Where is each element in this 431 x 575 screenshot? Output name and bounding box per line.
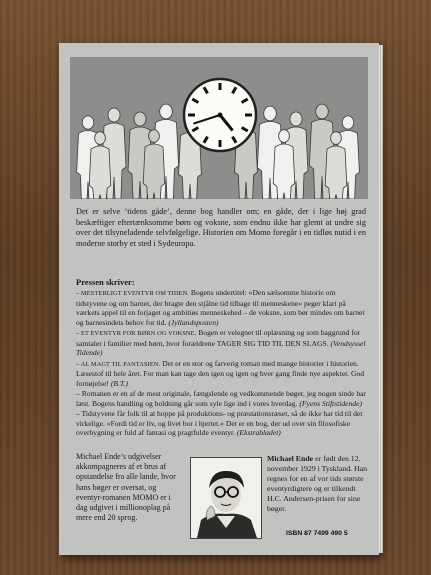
author-bio	[267, 454, 371, 514]
review-item	[76, 328, 368, 358]
review-body: Bogens undertitel: »Den sælsomme historie om tidstyvene og om barnet, der bragte den stjålne tid tilbage til menneskene« peger klart på værkets appel til en forjaget og ambitiøs menneskehed – de voksne, som bør mindes om barnet og barnesindets behov for tid.	[76, 288, 365, 327]
review-item	[76, 389, 368, 408]
review-body: Bogen er velegnet til oplæsning og som baggrund for samtaler i familier med børn, hvor forældrene TAGER SIG TID TIL DEN SLAGS.	[76, 328, 361, 348]
isbn-number: ISBN 87 7499 490 5	[286, 530, 348, 537]
review-item	[76, 288, 368, 327]
review-headline: – ET EVENTYR FOR BØRN OG VOKSNE.	[76, 330, 197, 337]
press-reviews	[76, 288, 368, 439]
clock-center-pin	[218, 113, 223, 118]
crowd-and-clock-illustration	[70, 57, 368, 199]
review-source: (Ekstrabladet)	[236, 428, 281, 437]
publisher-note: Michael Ende’s udgivelser akkompagneres af et brus af opstandelse fra alle lande, hvor hans bøger er oversat, og eventyr-romanen MOMO er i dag udgivet i millionoplag på mere end 20 sprog.	[76, 452, 176, 523]
author-portrait	[190, 457, 262, 539]
review-source: (Vendsyssel Tidende)	[76, 338, 366, 357]
review-source: (Fyens Stiftstidende)	[299, 398, 363, 408]
review-source: (B.T.)	[110, 378, 128, 388]
review-headline: – MESTERLIGT EVENTYR OM TIDEN.	[76, 290, 189, 297]
press-heading: Pressen skriver:	[76, 277, 135, 287]
author-bio-text: er født den 12. november 1929 i Tyskland. Han regnes for en af vor tids største eventyrdigtere og er tilkendt H.C. Andersen-prisen for sine bøger.	[267, 454, 368, 513]
review-body: – Tidstyvene får folk til at hoppe på produktions- og præstationsræset, så de ikke har tid til det virkelige. »Fordi tid er liv, og livet bor i hjertet.« Det er en bog, der ud over sin filosofiske overbygning er fuld af fantasi og pragtfulde eventyr.	[76, 409, 363, 437]
review-source: (Jyllandsposten)	[168, 317, 219, 327]
author-name: Michael Ende	[267, 454, 314, 463]
review-item	[76, 359, 368, 389]
author-portrait-drawing	[191, 458, 261, 538]
review-headline: – AL MAGT TIL FANTASIEN.	[76, 360, 161, 368]
cover-illustration	[70, 57, 368, 199]
review-item	[76, 409, 368, 438]
review-body: Det er en stor og farverig roman med mange historier i historien. Læsestof til hele året. For man kan tage den igen og igen og hver gang finde nye aspekter. God fornøjelse!	[76, 358, 365, 388]
intro-paragraph: Det er selve ‘tidens gåde’, denne bog handler om; en gåde, der i lige høj grad beskæftiger eftertænksomme børn og voksne, som endnu ikke har glemt at undre sig over det tilsyneladende selvfølgelige. Historien om Momo foregår i en tidløs nutid i en moderne storby et sted i Sydeuropa.	[76, 207, 366, 248]
review-body: – Romanen er en af de mest originale, fængslende og vedkommende bøger, jeg nogen sinde har læst. Bogens handling og holdning går som syle lige ind i vores hverdag.	[76, 389, 367, 408]
book-back-cover	[59, 43, 379, 555]
clock-icon	[184, 79, 256, 151]
